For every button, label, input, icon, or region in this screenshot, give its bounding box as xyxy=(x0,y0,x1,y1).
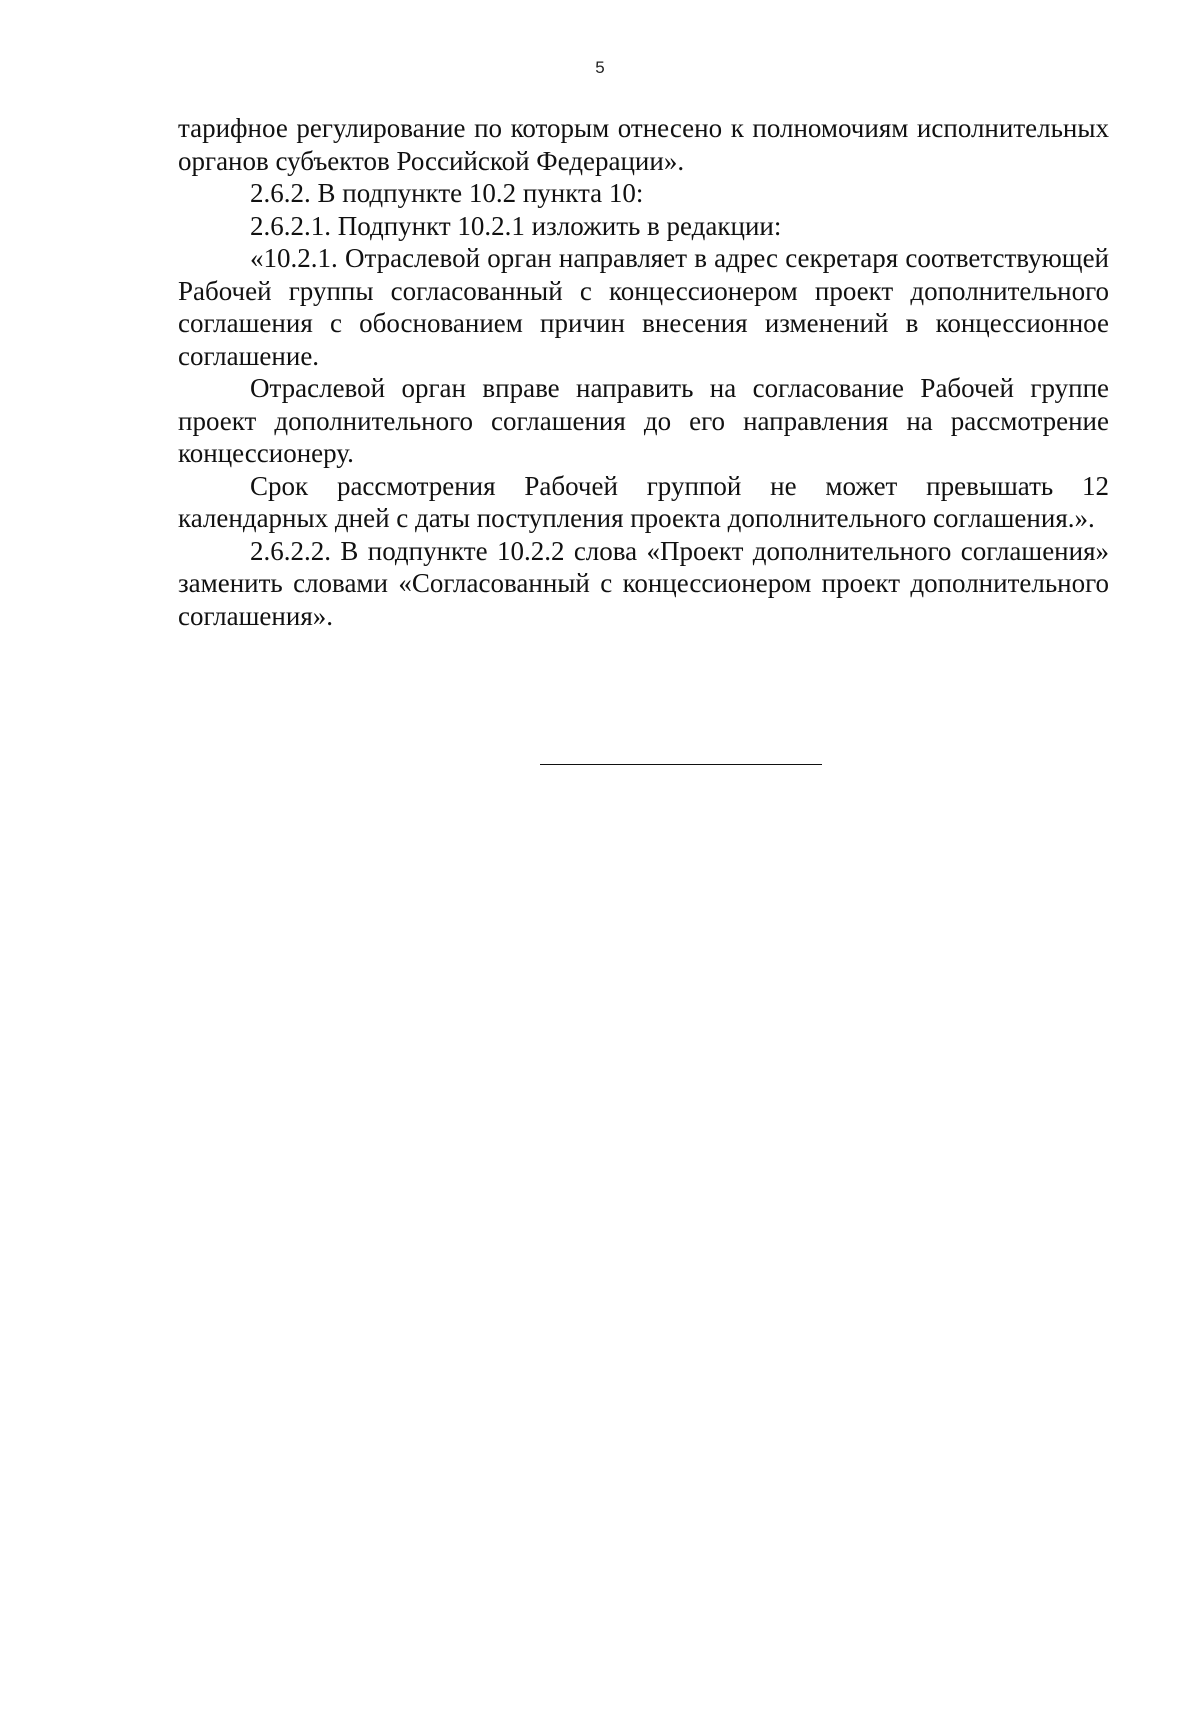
document-body xyxy=(178,112,1109,632)
paragraph-2-6-2-1: 2.6.2.1. Подпункт 10.2.1 изложить в редакции: xyxy=(250,210,782,241)
paragraph-tariff-regulation: тарифное регулирование по которым отнесено к полномочиям исполнительных органов субъектов Российской Федерации». xyxy=(178,113,1109,176)
page-number: 5 xyxy=(595,58,605,77)
paragraph-2-6-2-2: 2.6.2.2. В подпункте 10.2.2 слова «Проект дополнительного соглашения» заменить словами «Согласованный с концессионером проект дополнительного соглашения». xyxy=(178,535,1109,631)
paragraph-approval-right: Отраслевой орган вправе направить на согласование Рабочей группе проект дополнительного соглашения до его направления на рассмотрение концессионеру. xyxy=(178,373,1109,468)
paragraph-review-period: Срок рассмотрения Рабочей группой не может превышать 12 календарных дней с даты поступления проекта дополнительного соглашения.». xyxy=(178,470,1109,533)
paragraph-10-2-1: «10.2.1. Отраслевой орган направляет в адрес секретаря соответствующей Рабочей группы согласованный с концессионером проект дополнительного соглашения с обоснованием причин внесения изменений в концессионное соглашение. xyxy=(178,243,1109,371)
closing-divider-line xyxy=(540,764,822,765)
paragraph-2-6-2: 2.6.2. В подпункте 10.2 пункта 10: xyxy=(250,178,644,208)
